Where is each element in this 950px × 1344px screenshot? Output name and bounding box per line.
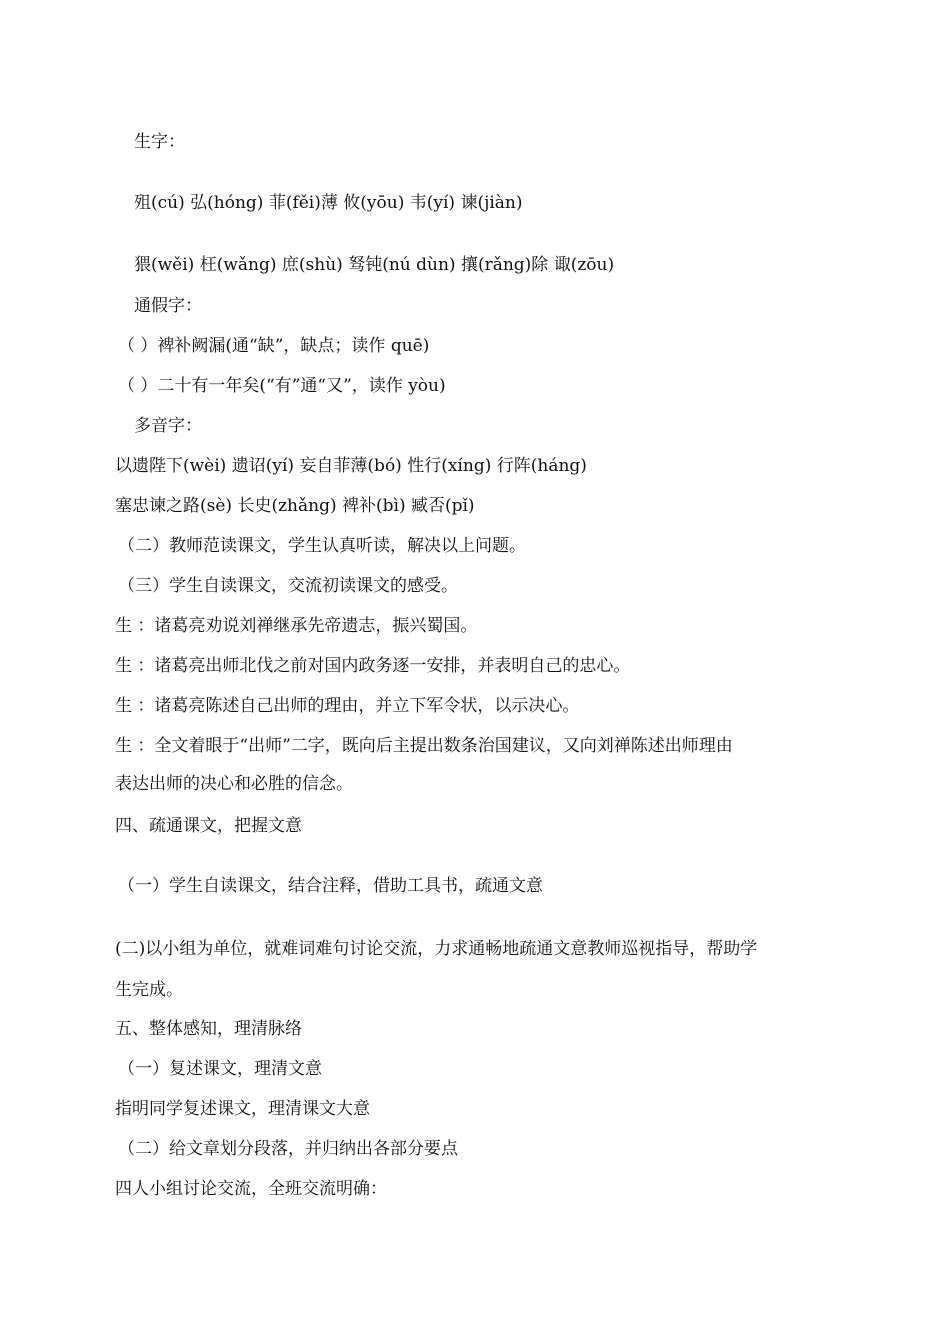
section-five-step-2: （二）给文章划分段落，并归纳出各部分要点 xyxy=(118,1139,458,1159)
section-five-step-2-detail: 四人小组讨论交流，全班交流明确： xyxy=(115,1179,387,1199)
section-four-step-2: (二)以小组为单位，就难词难句讨论交流，力求通畅地疏通文意教师巡视指导，帮助学 xyxy=(115,939,758,959)
step-students-read: （三）学生自读课文，交流初读课文的感受。 xyxy=(118,576,458,596)
step-teacher-reads: （二）教师范读课文，学生认真听读，解决以上问题。 xyxy=(118,536,526,556)
section-four-step-2-cont: 生完成。 xyxy=(115,980,183,1000)
student-response-3: 生 ：诸葛亮陈述自己出师的理由，并立下军令状，以示决心。 xyxy=(115,696,580,716)
section-four-step-1: （一）学生自读课文，结合注释，借助工具书，疏通文意 xyxy=(118,876,543,896)
new-characters-line-1: 殂(cú) 弘(hóng) 菲(fěi)薄 攸(yōu) 韦(yí) 谏(jiàn) xyxy=(134,193,523,213)
heading-polyphonic-characters: 多音字： xyxy=(134,416,202,436)
section-five-step-1: （一）复述课文，理清文意 xyxy=(118,1059,322,1079)
student-response-4: 生 ：全文着眼于“出师”二字，既向后主提出数条治国建议，又向刘禅陈述出师理由 xyxy=(115,736,733,756)
polyphonic-line-1: 以遗陛下(wèi) 遗诏(yí) 妄自菲薄(bó) 性行(xíng) 行阵(háng) xyxy=(115,456,587,476)
new-characters-line-2: 猥(wěi) 枉(wǎng) 庶(shù) 驽钝(nú dùn) 攘(rǎng)除 诹(zōu) xyxy=(134,255,615,275)
loan-character-item-2: （ ）二十有一年矣(“有”通“又”，读作 yòu) xyxy=(118,376,446,396)
heading-loan-characters: 通假字： xyxy=(134,296,202,316)
polyphonic-line-2: 塞忠谏之路(sè) 长史(zhǎng) 裨补(bì) 臧否(pǐ) xyxy=(115,496,475,516)
heading-new-characters: 生字： xyxy=(134,132,185,152)
section-five-step-1-detail: 指明同学复述课文，理清课文大意 xyxy=(115,1099,370,1119)
section-five-heading: 五、整体感知，理清脉络 xyxy=(115,1019,302,1039)
section-four-heading: 四、疏通课文，把握文意 xyxy=(115,816,302,836)
loan-character-item-1: （ ）裨补阙漏(通“缺”，缺点；读作 quē) xyxy=(118,336,430,356)
student-response-4-cont: 表达出师的决心和必胜的信念。 xyxy=(115,774,353,794)
student-response-2: 生 ：诸葛亮出师北伐之前对国内政务逐一安排，并表明自己的忠心。 xyxy=(115,656,631,676)
student-response-1: 生 ：诸葛亮劝说刘禅继承先帝遗志，振兴蜀国。 xyxy=(115,616,478,636)
